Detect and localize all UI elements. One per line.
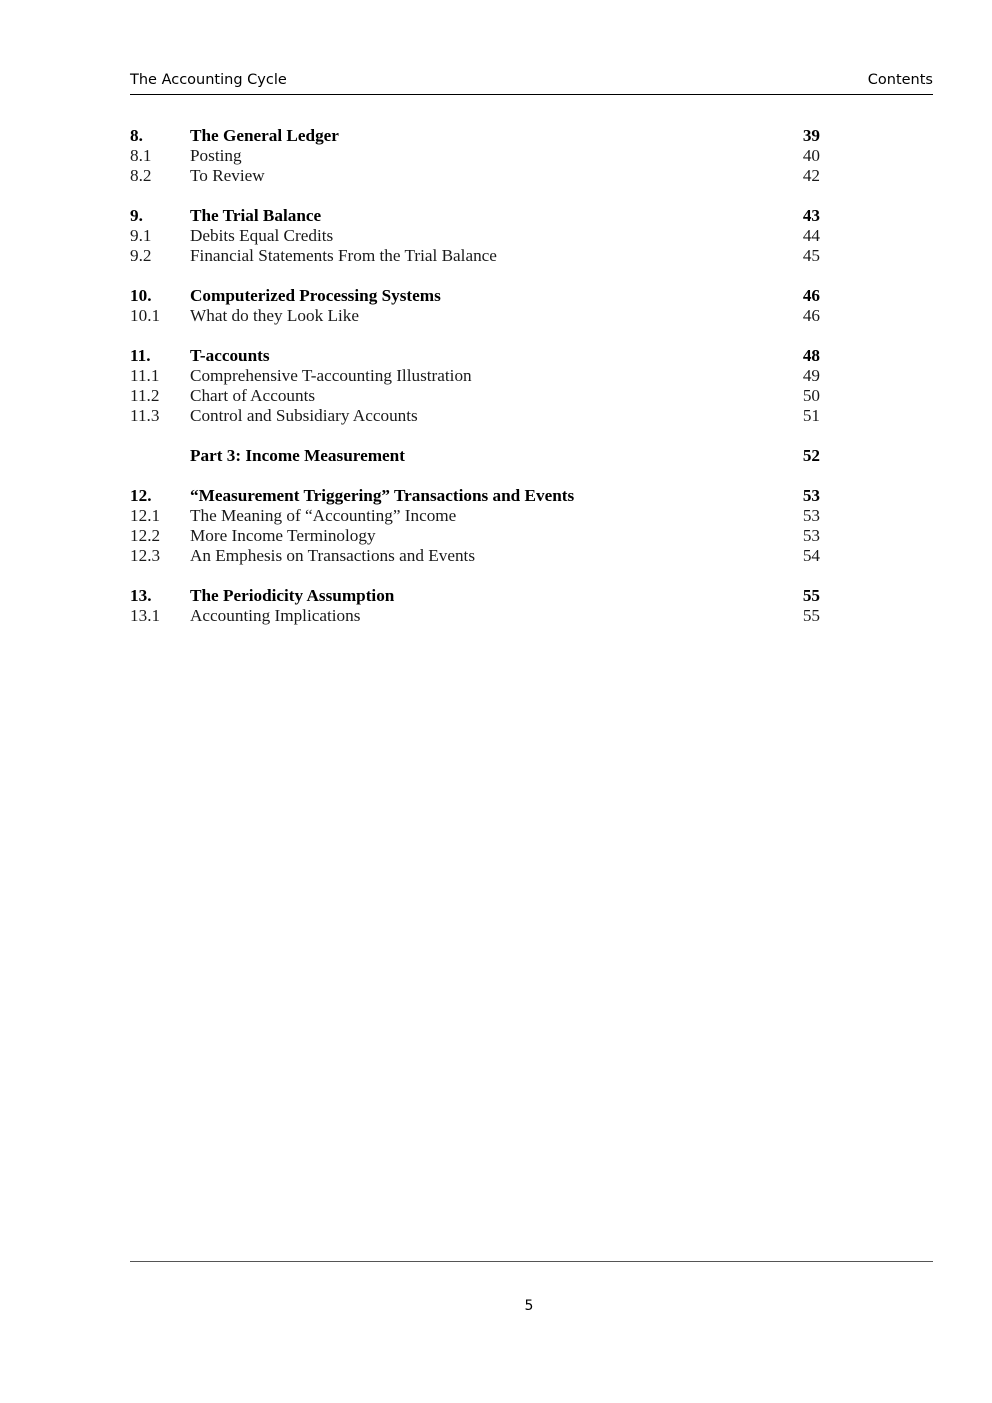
toc-entry-title: The General Ledger bbox=[190, 126, 339, 145]
toc-chapter-group bbox=[130, 486, 820, 566]
toc-entry-page: 55 bbox=[802, 606, 820, 625]
toc-entry-page: 50 bbox=[802, 386, 820, 405]
toc-entry-page: 53 bbox=[802, 506, 820, 525]
toc-entry-number: 11. bbox=[130, 346, 151, 365]
toc-entry-number: 11.3 bbox=[130, 406, 160, 425]
toc-section-entry[interactable] bbox=[130, 606, 820, 626]
toc-entry-title: Control and Subsidiary Accounts bbox=[190, 406, 418, 425]
toc-section-entry[interactable] bbox=[130, 406, 820, 426]
toc-entry-page: 49 bbox=[802, 366, 820, 385]
toc-entry-page: 48 bbox=[802, 346, 820, 365]
toc-chapter-entry[interactable] bbox=[130, 346, 820, 366]
toc-entry-number: 9. bbox=[130, 206, 143, 225]
toc-section-entry[interactable] bbox=[130, 226, 820, 246]
toc-entry-title: More Income Terminology bbox=[190, 526, 376, 545]
toc-entry-title: T-accounts bbox=[190, 346, 270, 365]
toc-entry-title: The Meaning of “Accounting” Income bbox=[190, 506, 457, 525]
toc-section-entry[interactable] bbox=[130, 386, 820, 406]
toc-entry-number: 11.2 bbox=[130, 386, 160, 405]
toc-entry-title: An Emphesis on Transactions and Events bbox=[190, 546, 476, 565]
toc-entry-title: To Review bbox=[190, 166, 265, 185]
toc-entry-page: 40 bbox=[802, 146, 820, 165]
toc-entry-page: 52 bbox=[802, 446, 820, 465]
toc-section-entry[interactable] bbox=[130, 306, 820, 326]
toc-entry-number: 13.1 bbox=[130, 606, 161, 625]
toc-section-entry[interactable] bbox=[130, 246, 820, 266]
toc-chapter-entry[interactable] bbox=[130, 586, 820, 606]
toc-entry-page: 51 bbox=[802, 406, 820, 425]
toc-entry-title: Posting bbox=[190, 146, 242, 165]
toc-entry-page: 55 bbox=[802, 586, 820, 605]
toc-entry-number: 9.1 bbox=[130, 226, 152, 245]
toc-entry-number: 10. bbox=[130, 286, 152, 305]
toc-entry-number: 9.2 bbox=[130, 246, 152, 265]
toc-entry-page: 39 bbox=[802, 126, 820, 145]
header-section-title: Contents bbox=[867, 72, 933, 88]
toc-section-entry[interactable] bbox=[130, 146, 820, 166]
toc-entry-number: 8. bbox=[130, 126, 143, 145]
toc-entry-title: Accounting Implications bbox=[190, 606, 361, 625]
toc-entry-page: 54 bbox=[802, 546, 820, 565]
header-rule bbox=[130, 94, 933, 95]
toc-entry-title: Financial Statements From the Trial Balance bbox=[190, 246, 497, 265]
toc-chapter-group bbox=[130, 286, 820, 326]
toc-entry-number: 8.1 bbox=[130, 146, 152, 165]
toc-entry-title: The Periodicity Assumption bbox=[190, 586, 395, 605]
running-header bbox=[130, 66, 933, 88]
toc-entry-number: 10.1 bbox=[130, 306, 161, 325]
toc-entry-page: 46 bbox=[802, 286, 820, 305]
toc-section-entry[interactable] bbox=[130, 506, 820, 526]
toc-entry-number: 11.1 bbox=[130, 366, 160, 385]
toc-entry-page: 53 bbox=[802, 486, 820, 505]
toc-chapter-group bbox=[130, 126, 820, 186]
toc-entry-title: Chart of Accounts bbox=[190, 386, 316, 405]
toc-chapter-group bbox=[130, 206, 820, 266]
toc-entry-page: 44 bbox=[802, 226, 820, 245]
toc-chapter-entry[interactable] bbox=[130, 206, 820, 226]
toc-entry-page: 42 bbox=[802, 166, 820, 185]
toc-entry-number: 12.1 bbox=[130, 506, 161, 525]
toc-entry-number: 12.2 bbox=[130, 526, 161, 545]
toc-part-group bbox=[130, 446, 820, 466]
toc-entry-number: 12.3 bbox=[130, 546, 161, 565]
toc-entry-number: 12. bbox=[130, 486, 152, 505]
toc-entry-page: 53 bbox=[802, 526, 820, 545]
toc-entry-number: 13. bbox=[130, 586, 152, 605]
toc-section-entry[interactable] bbox=[130, 166, 820, 186]
toc-chapter-entry[interactable] bbox=[130, 446, 820, 466]
toc-entry-number: 8.2 bbox=[130, 166, 152, 185]
toc-section-entry[interactable] bbox=[130, 526, 820, 546]
toc-chapter-entry[interactable] bbox=[130, 486, 820, 506]
toc-entry-title: “Measurement Triggering” Transactions and Events bbox=[190, 486, 575, 505]
toc-entry-title: Comprehensive T-accounting Illustration bbox=[190, 366, 472, 385]
toc-entry-title: Part 3: Income Measurement bbox=[190, 446, 405, 465]
toc-entry-title: Computerized Processing Systems bbox=[190, 286, 441, 305]
toc-entry-title: Debits Equal Credits bbox=[190, 226, 334, 245]
toc-section-entry[interactable] bbox=[130, 546, 820, 566]
toc-entry-title: The Trial Balance bbox=[190, 206, 322, 225]
toc-entry-page: 45 bbox=[802, 246, 820, 265]
toc-chapter-entry[interactable] bbox=[130, 286, 820, 306]
header-book-title: The Accounting Cycle bbox=[130, 72, 287, 88]
toc-chapter-group bbox=[130, 586, 820, 626]
toc-entry-title: What do they Look Like bbox=[190, 306, 359, 325]
page-number: 5 bbox=[524, 1298, 534, 1314]
toc-entry-page: 46 bbox=[802, 306, 820, 325]
footer-rule bbox=[130, 1261, 933, 1262]
table-of-contents bbox=[130, 126, 820, 646]
toc-entry-page: 43 bbox=[802, 206, 820, 225]
toc-section-entry[interactable] bbox=[130, 366, 820, 386]
toc-chapter-entry[interactable] bbox=[130, 126, 820, 146]
toc-chapter-group bbox=[130, 346, 820, 426]
